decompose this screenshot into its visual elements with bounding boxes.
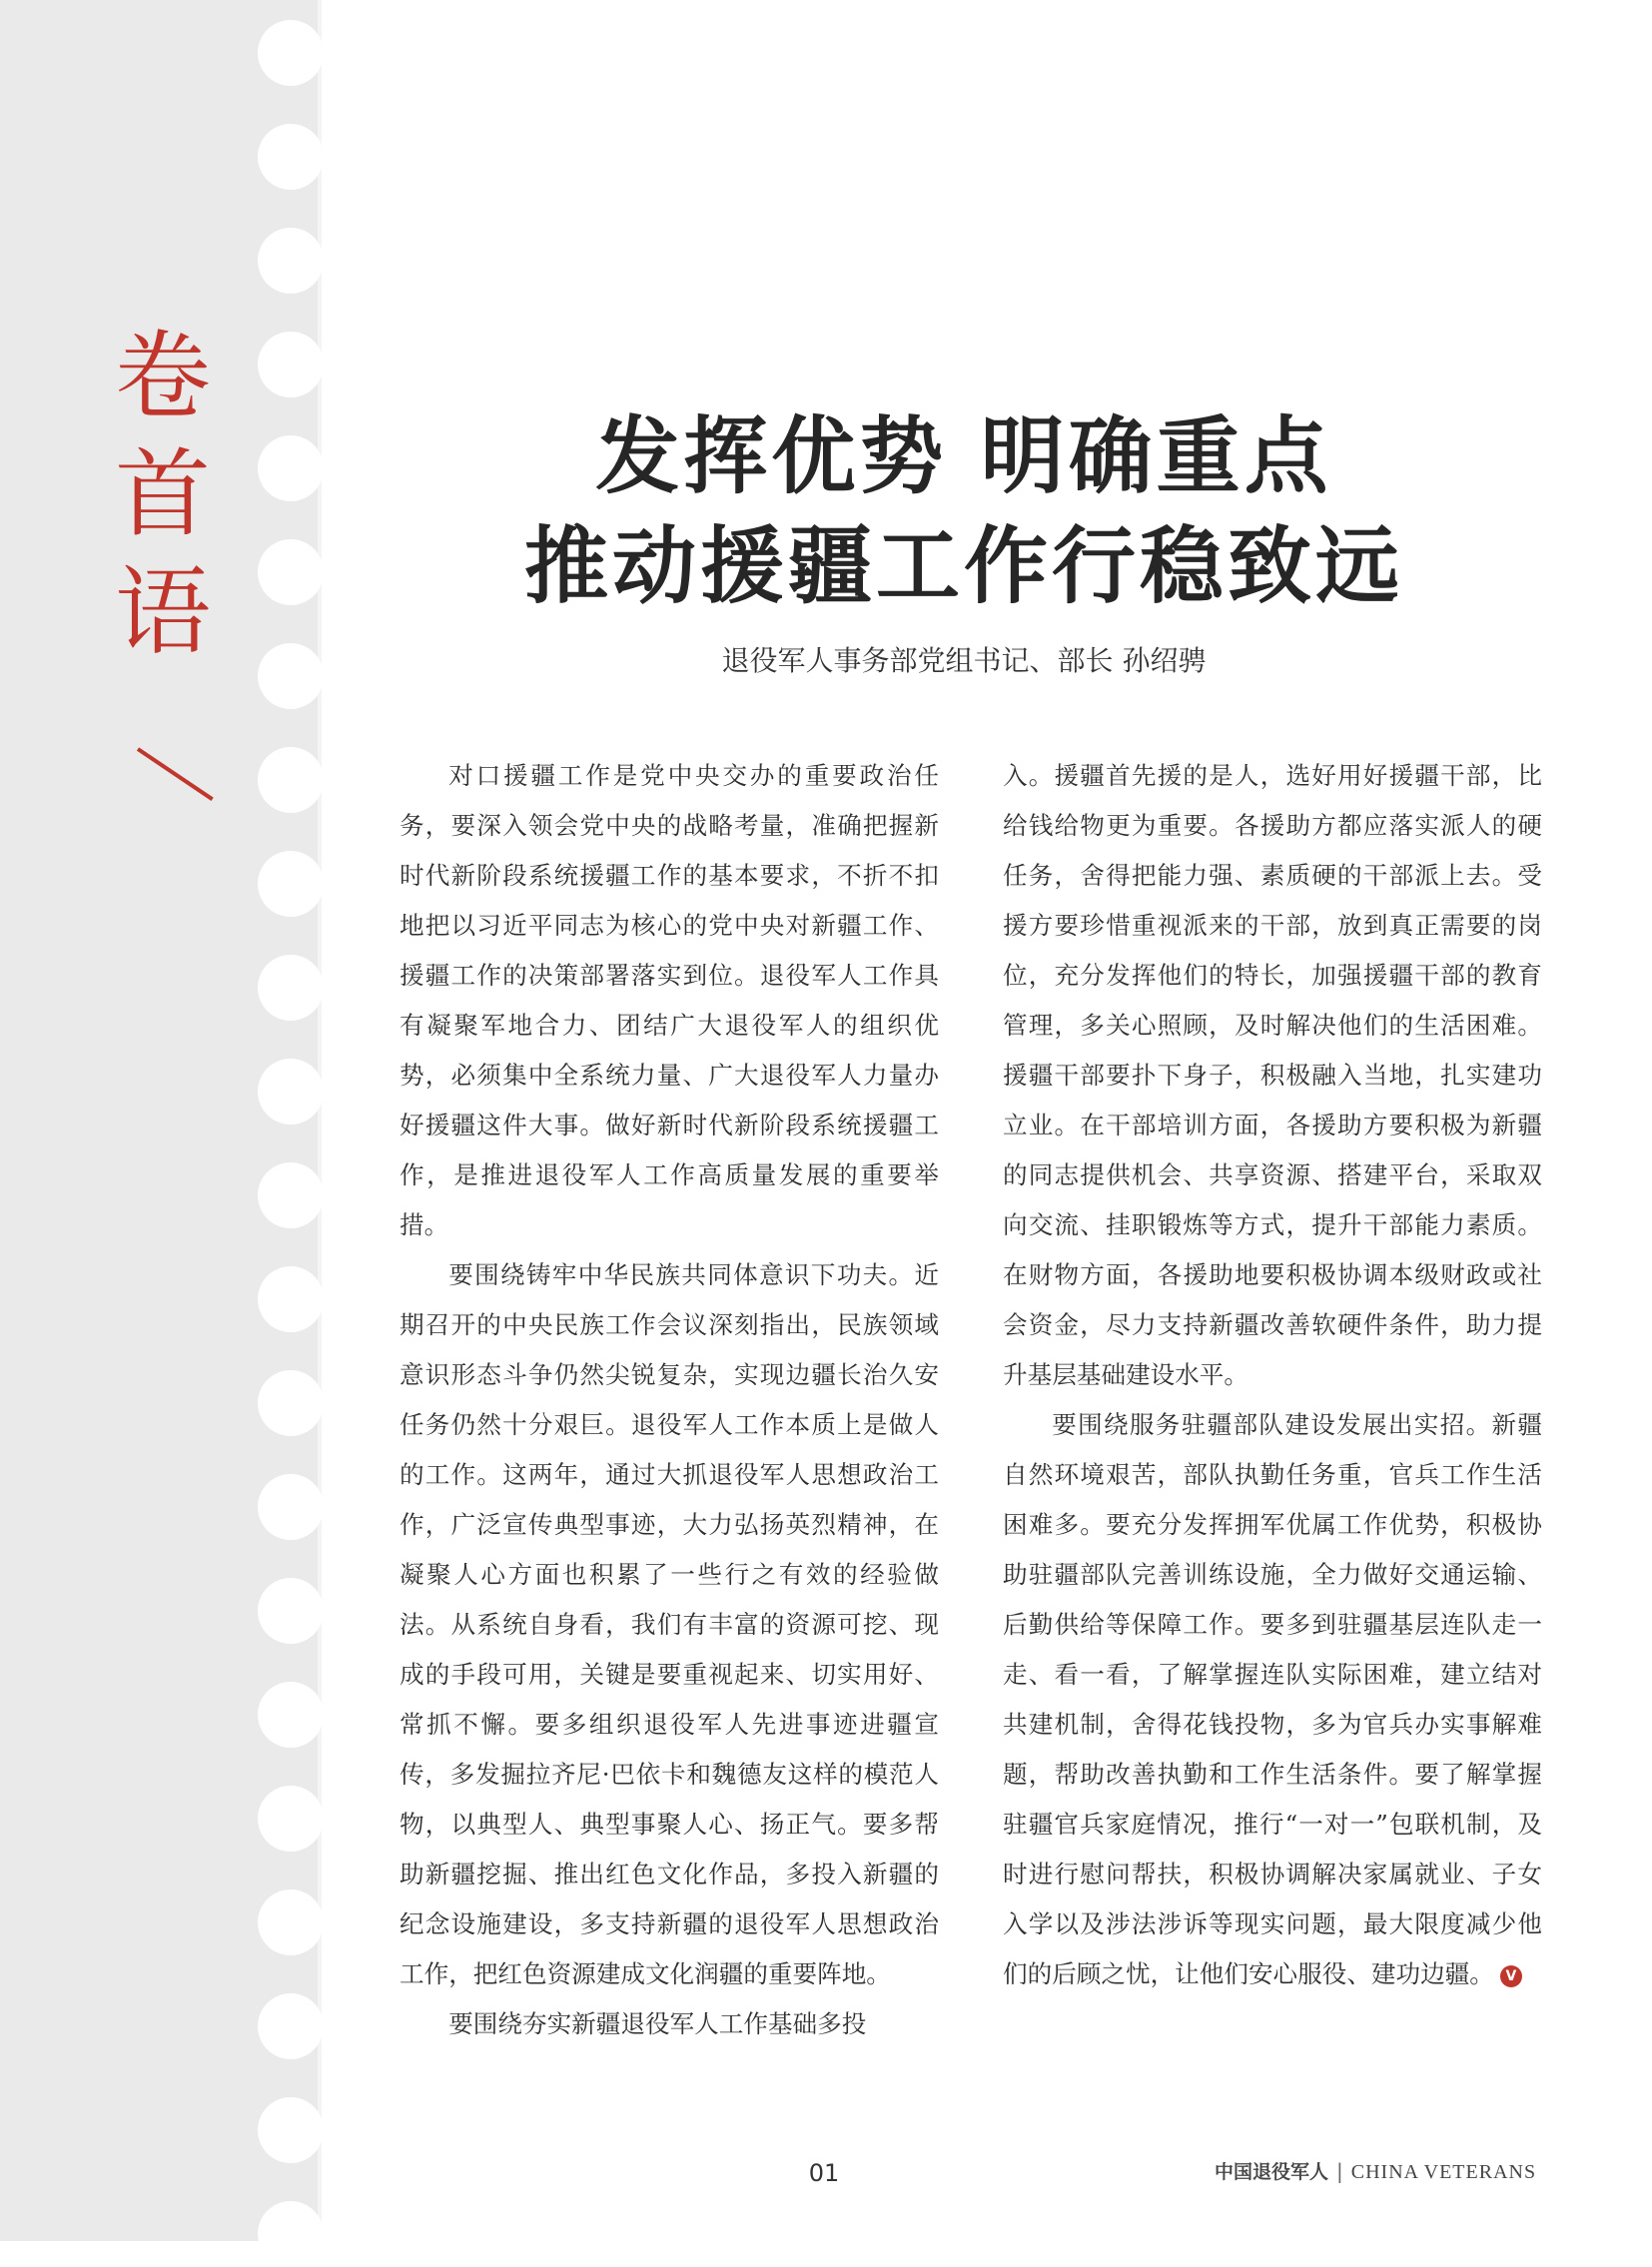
binding-hole <box>258 539 324 605</box>
binding-hole <box>258 1993 324 2059</box>
binding-hole <box>258 1162 324 1228</box>
section-label-char: 首 <box>115 438 211 550</box>
binding-hole <box>258 1474 324 1540</box>
binding-hole <box>258 2201 324 2267</box>
section-label <box>108 318 218 671</box>
footer-separator: | <box>1336 2159 1343 2183</box>
footer-brand-cn: 中国退役军人 <box>1215 2161 1329 2183</box>
body-column-left <box>400 751 939 2049</box>
binding-hole <box>258 851 324 917</box>
body-paragraph-last-text: 要围绕服务驻疆部队建设发展出实招。新疆自然环境艰苦，部队执勤任务重，官兵工作生活困难多。要充分发挥拥军优属工作优势，积极协助驻疆部队完善训练设施，全力做好交通运输、后勤供给等保障工作。要多到驻疆基层连队走一走、看一看，了解掌握连队实际困难，建立结对共建机制，舍得花钱投物，多为官兵办实事解难题，帮助改善执勤和工作生活条件。要了解掌握驻疆官兵家庭情况，推行“一对一”包联机制，及时进行慰问帮扶，积极协调解决家属就业、子女入学以及涉法涉诉等现实问题，最大限度减少他们的后顾之忧，让他们安心服役、建功边疆。 <box>1003 1410 1542 1988</box>
section-label-char: 语 <box>115 556 211 668</box>
binding-hole <box>258 643 324 709</box>
binding-hole <box>258 332 324 397</box>
binding-hole <box>258 1682 324 1748</box>
footer-brand <box>1215 2157 1536 2184</box>
binding-hole <box>258 1578 324 1644</box>
article-title-line-2: 推动援疆工作行稳致远 <box>523 516 1403 615</box>
binding-hole <box>258 955 324 1021</box>
article-title-line-1: 发挥优势 明确重点 <box>595 406 1332 505</box>
binding-hole <box>258 1059 324 1125</box>
end-mark-icon: V <box>1500 1965 1522 1987</box>
binding-hole <box>258 1889 324 1955</box>
article-title <box>400 401 1528 621</box>
binding-hole <box>258 228 324 294</box>
body-column-right <box>1003 751 1542 1999</box>
body-paragraph: 要围绕夯实新疆退役军人工作基础多投 <box>448 2009 867 2038</box>
binding-hole <box>258 124 324 190</box>
page-number: 01 <box>808 2159 840 2187</box>
body-paragraph: 要围绕铸牢中华民族共同体意识下功夫。近期召开的中央民族工作会议深刻指出，民族领域意识形态斗争仍然尖锐复杂，实现边疆长治久安任务仍然十分艰巨。退役军人工作本质上是做人的工作。这两年，通过大抓退役军人思想政治工作，广泛宣传典型事迹，大力弘扬英烈精神，在凝聚人心方面也积累了一些行之有效的经验做法。从系统自身看，我们有丰富的资源可挖、现成的手段可用，关键是要重视起来、切实用好、常抓不懈。要多组织退役军人先进事迹进疆宣传，多发掘拉齐尼·巴依卡和魏德友这样的模范人物，以典型人、典型事聚人心、扬正气。要多帮助新疆挖掘、推出红色文化作品，多投入新疆的纪念设施建设，多支持新疆的退役军人思想政治工作，把红色资源建成文化润疆的重要阵地。 <box>400 1260 939 1988</box>
article-author: 退役军人事务部党组书记、部长 孙绍骋 <box>721 644 1207 677</box>
section-label-char: 卷 <box>115 321 211 432</box>
body-paragraph: 对口援疆工作是党中央交办的重要政治任务，要深入领会党中央的战略考量，准确把握新时代新阶段系统援疆工作的基本要求，不折不扣地把以习近平同志为核心的党中央对新疆工作、援疆工作的决策部署落实到位。退役军人工作具有凝聚军地合力、团结广大退役军人的组织优势，必须集中全系统力量、广大退役军人力量办好援疆这件大事。做好新时代新阶段系统援疆工作，是推进退役军人工作高质量发展的重要举措。 <box>400 761 939 1239</box>
binding-hole <box>258 747 324 813</box>
binding-hole <box>258 2097 324 2163</box>
binding-hole <box>258 435 324 501</box>
binding-hole <box>258 1370 324 1436</box>
binding-hole <box>258 20 324 86</box>
body-paragraph-last <box>1003 1400 1542 1999</box>
footer-brand-en: CHINA VETERANS <box>1350 2161 1537 2183</box>
binding-hole <box>258 1266 324 1332</box>
binding-hole <box>258 1786 324 1852</box>
body-paragraph-continued: 入。援疆首先援的是人，选好用好援疆干部，比给钱给物更为重要。各援助方都应落实派人的硬任务，舍得把能力强、素质硬的干部派上去。受援方要珍惜重视派来的干部，放到真正需要的岗位，充分发挥他们的特长，加强援疆干部的教育管理，多关心照顾，及时解决他们的生活困难。援疆干部要扑下身子，积极融入当地，扎实建功立业。在干部培训方面，各援助方要积极为新疆的同志提供机会、共享资源、搭建平台，采取双向交流、挂职锻炼等方式，提升干部能力素质。在财物方面，各援助地要积极协调本级财政或社会资金，尽力支持新疆改善软硬件条件，助力提升基层基础建设水平。 <box>1003 761 1542 1389</box>
